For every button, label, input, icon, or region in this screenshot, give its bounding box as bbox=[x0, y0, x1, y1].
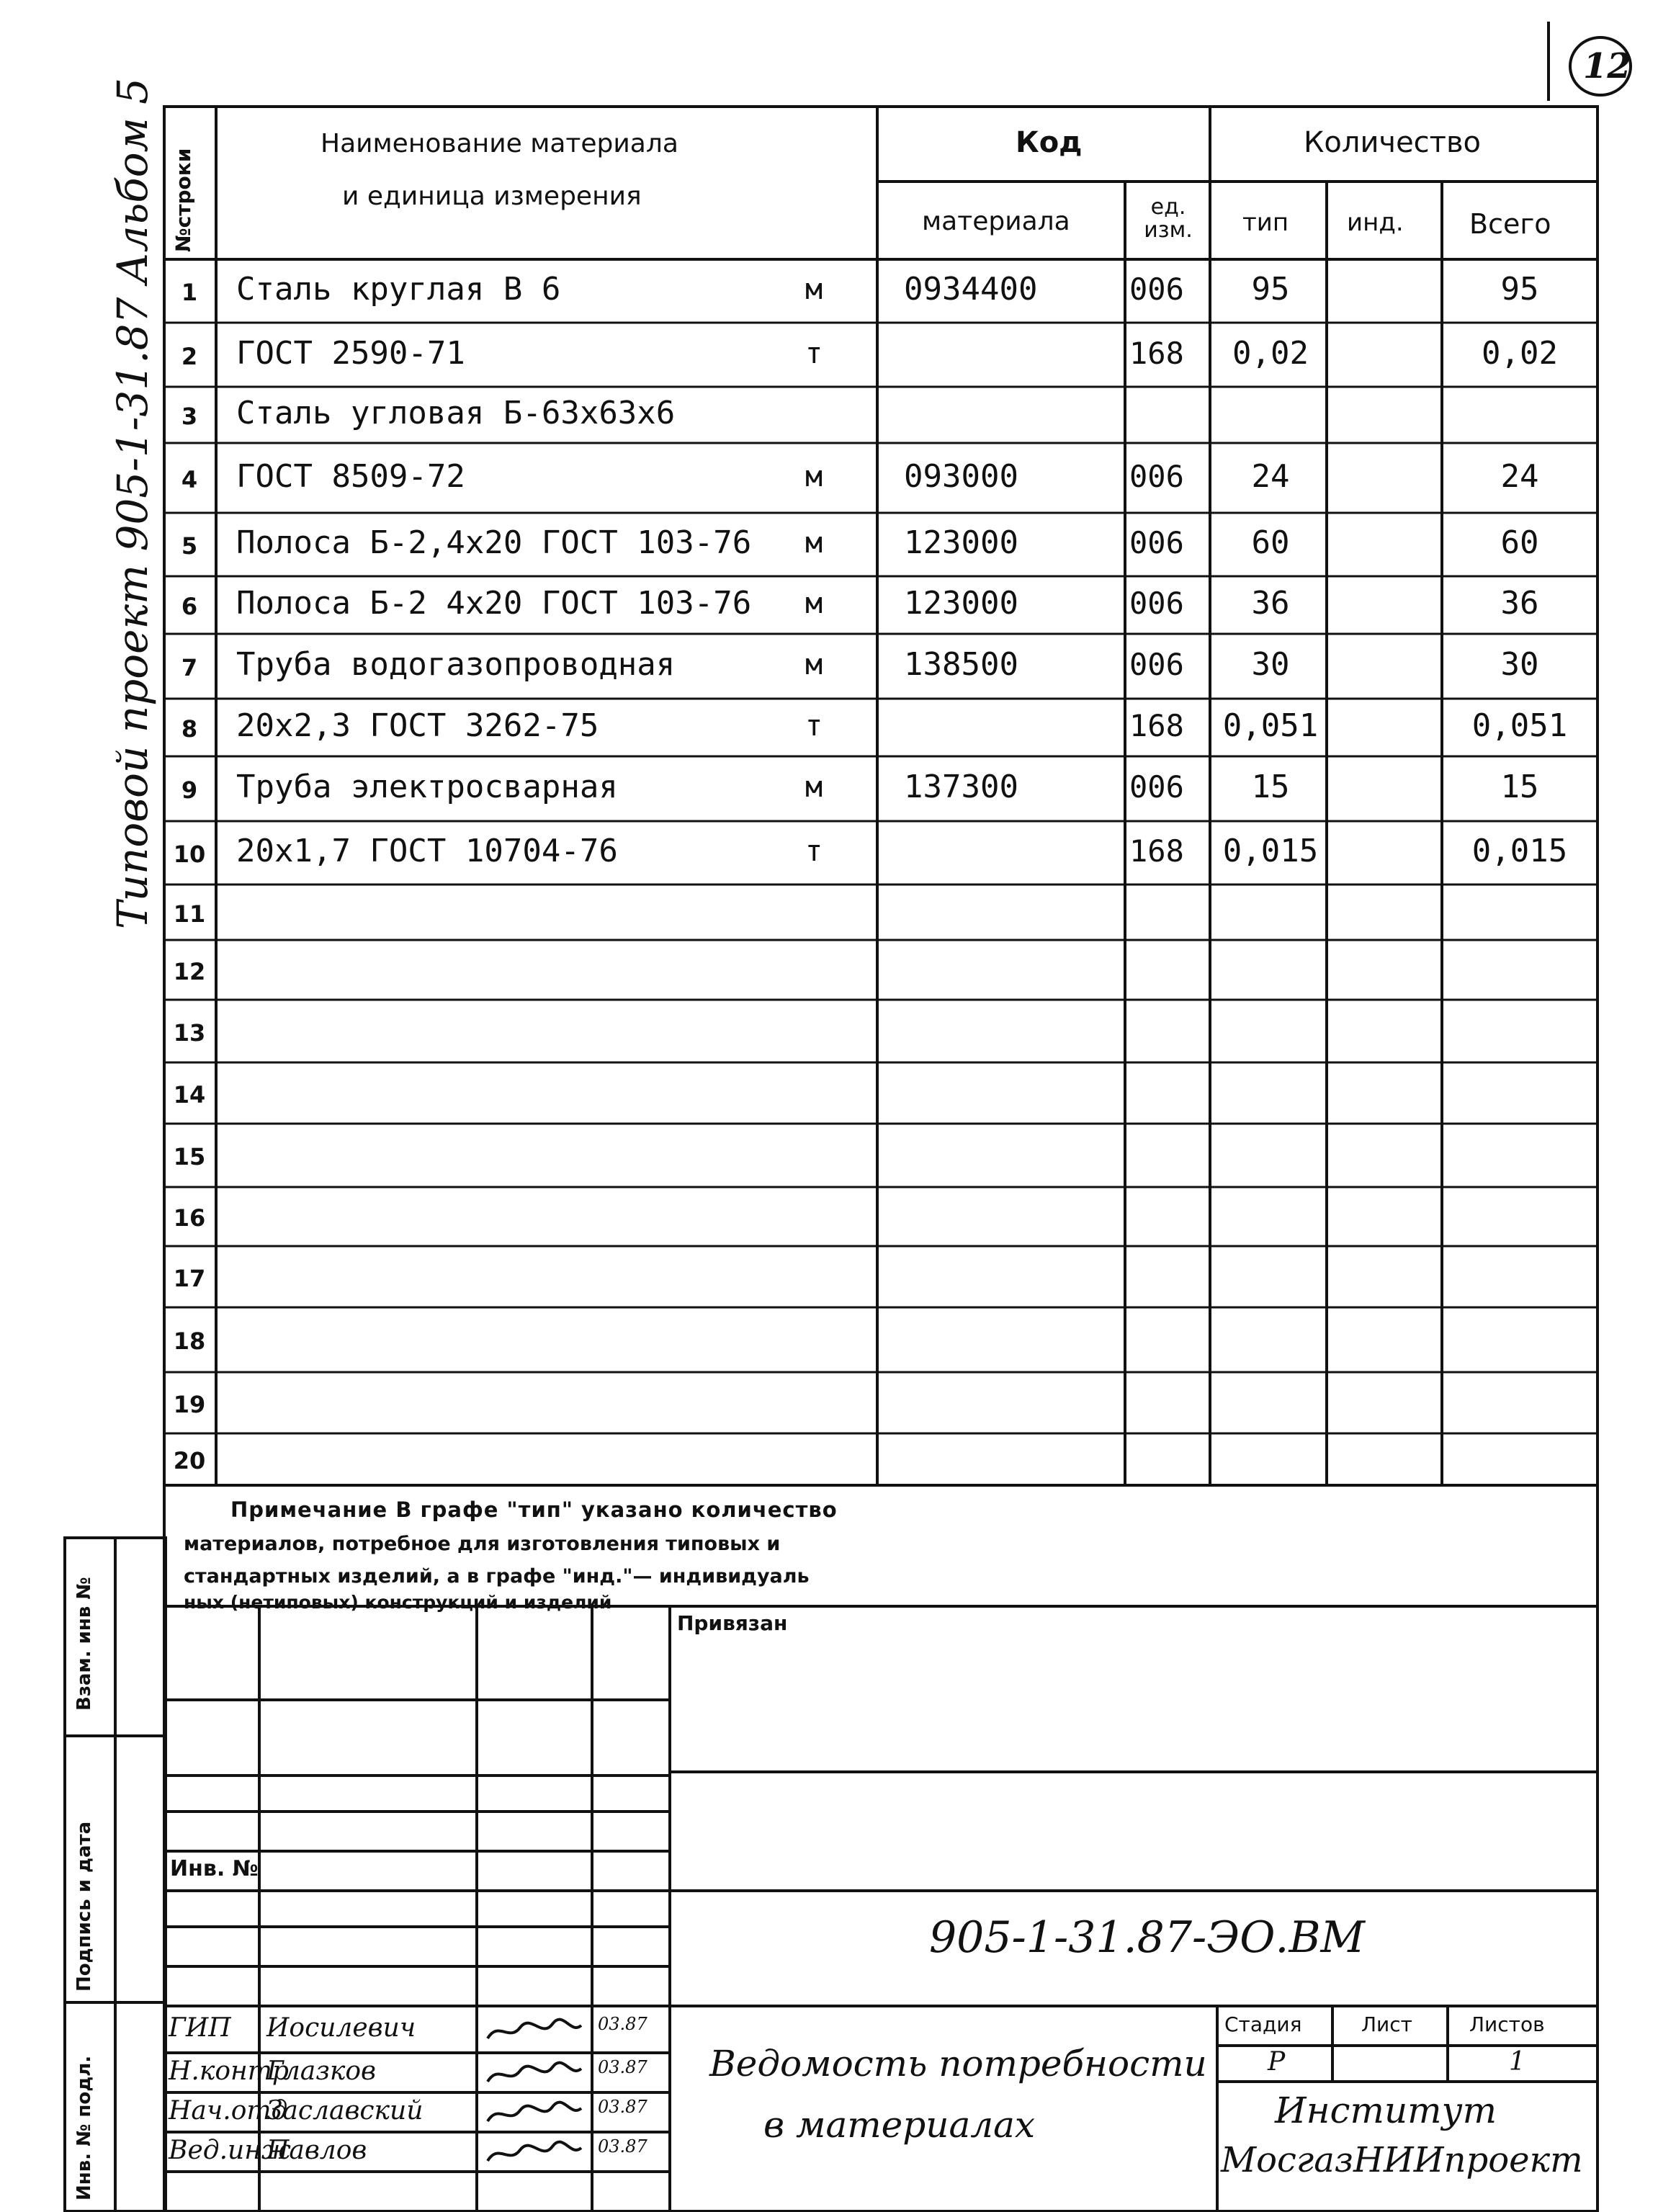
cell-unit: т bbox=[805, 336, 823, 370]
cell-code: 0934400 bbox=[904, 271, 1038, 308]
signer-role: Нач.отд bbox=[169, 2096, 288, 2126]
header-row-number: №строки bbox=[171, 148, 195, 252]
cell-name: ГОСТ 2590-71 bbox=[236, 334, 465, 372]
cell-name: Труба водогазопроводная bbox=[236, 646, 676, 683]
cell-total: 36 bbox=[1500, 585, 1539, 622]
cell-code: 137300 bbox=[904, 769, 1018, 805]
cell-eu: 006 bbox=[1129, 769, 1184, 805]
row-number: 10 bbox=[173, 841, 206, 868]
cell-total: 60 bbox=[1500, 524, 1539, 561]
cell-typ: 15 bbox=[1251, 769, 1290, 805]
cell-code: 123000 bbox=[904, 585, 1018, 622]
row-number: 4 bbox=[181, 465, 198, 493]
cell-code: 123000 bbox=[904, 524, 1018, 561]
cell-eu: 168 bbox=[1129, 335, 1184, 371]
row-number: 12 bbox=[173, 957, 206, 985]
side-stamp: Типовой проект 905-1-31.87 Альбом 5 bbox=[108, 77, 157, 929]
cell-name: Полоса Б-2,4х20 ГОСТ 103-76 bbox=[236, 524, 752, 561]
cell-name: Труба электросварная bbox=[236, 769, 618, 805]
header-qty-total: Всего bbox=[1469, 208, 1551, 240]
cell-typ: 0,02 bbox=[1232, 334, 1309, 372]
margin-inv-podl: Инв. № подл. bbox=[73, 2055, 95, 2200]
doc-title-line1: Ведомость потребности bbox=[709, 2043, 1207, 2085]
row-number: 19 bbox=[173, 1390, 206, 1418]
row-number: 1 bbox=[181, 279, 198, 306]
note-line4: ных (нетиповых) конструкций и изделий bbox=[184, 1592, 612, 1613]
row-number: 6 bbox=[181, 593, 198, 620]
cell-eu: 168 bbox=[1129, 833, 1184, 869]
row-number: 17 bbox=[173, 1264, 206, 1292]
cell-eu: 006 bbox=[1129, 647, 1184, 682]
cell-name: 20х1,7 ГОСТ 10704-76 bbox=[236, 833, 618, 869]
cell-total: 0,015 bbox=[1471, 833, 1568, 869]
cell-typ: 30 bbox=[1251, 646, 1290, 683]
signer-name: Заславский bbox=[266, 2096, 424, 2126]
cell-eu: 006 bbox=[1129, 458, 1184, 494]
note-line1: Примечание В графе "тип" указано количество bbox=[230, 1497, 838, 1522]
cell-code: 093000 bbox=[904, 457, 1018, 495]
signature-mark bbox=[484, 2017, 585, 2046]
cell-unit: м bbox=[805, 771, 823, 804]
sheet-label: Лист bbox=[1361, 2012, 1412, 2036]
cell-total: 24 bbox=[1500, 457, 1539, 495]
cell-total: 15 bbox=[1500, 769, 1539, 805]
row-number: 3 bbox=[181, 403, 198, 430]
cell-unit: т bbox=[805, 835, 823, 868]
signer-name: Глазков bbox=[266, 2056, 376, 2086]
note-line2: материалов, потребное для изготовления типовых и bbox=[184, 1533, 781, 1555]
signature-mark bbox=[484, 2060, 585, 2089]
signature-mark bbox=[484, 2139, 585, 2168]
row-number: 2 bbox=[181, 342, 198, 370]
row-number: 11 bbox=[173, 900, 206, 928]
header-qty-type: тип bbox=[1242, 208, 1289, 237]
cell-name: Полоса Б-2 4х20 ГОСТ 103-76 bbox=[236, 585, 752, 622]
cell-name: 20х2,3 ГОСТ 3262-75 bbox=[236, 707, 599, 744]
header-code: Код bbox=[1016, 126, 1083, 159]
header-code-unit: ед. изм. bbox=[1144, 194, 1193, 243]
cell-typ: 0,051 bbox=[1222, 707, 1319, 744]
header-code-material: материала bbox=[922, 207, 1070, 236]
cell-unit: т bbox=[805, 709, 823, 743]
page-number: 12 bbox=[1583, 46, 1631, 86]
signer-role: Вед.инж bbox=[169, 2136, 291, 2165]
cell-total: 30 bbox=[1500, 646, 1539, 683]
cell-typ: 0,015 bbox=[1222, 833, 1319, 869]
cell-unit: м bbox=[805, 273, 823, 306]
note-line3: стандартных изделий, а в графе "инд."— индивидуаль bbox=[184, 1565, 810, 1588]
row-number: 14 bbox=[173, 1080, 206, 1109]
org-line2: МосгазНИИпроект bbox=[1221, 2140, 1583, 2180]
cell-name: Сталь круглая В 6 bbox=[236, 271, 561, 308]
row-number: 5 bbox=[181, 532, 198, 560]
row-number: 7 bbox=[181, 654, 198, 681]
doc-title-line2: в материалах bbox=[763, 2104, 1036, 2146]
header-quantity: Количество bbox=[1304, 126, 1482, 159]
signer-date: 03.87 bbox=[598, 2097, 647, 2117]
row-number: 16 bbox=[173, 1204, 206, 1232]
sheets-value: 1 bbox=[1509, 2047, 1525, 2077]
sheets-label: Листов bbox=[1469, 2012, 1545, 2036]
row-number: 9 bbox=[181, 776, 198, 804]
cell-unit: м bbox=[805, 648, 823, 681]
margin-vzam: Взам. инв № bbox=[73, 1577, 95, 1711]
cell-total: 95 bbox=[1500, 271, 1539, 308]
signer-role: ГИП bbox=[169, 2013, 231, 2043]
row-number: 20 bbox=[173, 1447, 206, 1474]
cell-unit: м bbox=[805, 460, 823, 493]
stage-label: Стадия bbox=[1224, 2012, 1302, 2036]
signer-name: Иосилевич bbox=[266, 2013, 416, 2043]
document-code: 905-1-31.87-ЭО.ВМ bbox=[929, 1912, 1365, 1963]
cell-unit: м bbox=[805, 527, 823, 560]
cell-name: Сталь угловая Б-63х63х6 bbox=[236, 395, 676, 431]
header-name-line1: Наименование материала bbox=[321, 129, 678, 158]
org-line1: Институт bbox=[1275, 2090, 1497, 2131]
cell-typ: 36 bbox=[1251, 585, 1290, 622]
cell-total: 0,051 bbox=[1471, 707, 1568, 744]
signer-name: Павлов bbox=[266, 2136, 367, 2165]
row-number: 8 bbox=[181, 715, 198, 743]
cell-unit: м bbox=[805, 587, 823, 620]
signer-date: 03.87 bbox=[598, 2136, 647, 2157]
signer-role: Н.контр bbox=[169, 2056, 289, 2086]
cell-code: 138500 bbox=[904, 646, 1018, 683]
signer-date: 03.87 bbox=[598, 2014, 647, 2034]
inv-no-label: Инв. № bbox=[170, 1856, 259, 1881]
cell-eu: 006 bbox=[1129, 272, 1184, 307]
header-qty-ind: инд. bbox=[1347, 208, 1404, 237]
cell-typ: 60 bbox=[1251, 524, 1290, 561]
signer-date: 03.87 bbox=[598, 2057, 647, 2077]
row-number: 13 bbox=[173, 1018, 206, 1047]
row-number: 15 bbox=[173, 1143, 206, 1170]
stage-value: Р bbox=[1268, 2047, 1286, 2077]
cell-eu: 006 bbox=[1129, 525, 1184, 560]
row-number: 18 bbox=[173, 1327, 206, 1355]
cell-typ: 24 bbox=[1251, 457, 1290, 495]
cell-typ: 95 bbox=[1251, 271, 1290, 308]
privyazan-label: Привязан bbox=[677, 1611, 788, 1635]
cell-eu: 168 bbox=[1129, 708, 1184, 743]
cell-eu: 006 bbox=[1129, 586, 1184, 621]
cell-total: 0,02 bbox=[1482, 334, 1558, 372]
margin-podpis: Подпись и дата bbox=[73, 1821, 95, 1992]
cell-name: ГОСТ 8509-72 bbox=[236, 457, 465, 495]
header-name-line2: и единица измерения bbox=[342, 182, 642, 211]
signature-mark bbox=[484, 2100, 585, 2128]
